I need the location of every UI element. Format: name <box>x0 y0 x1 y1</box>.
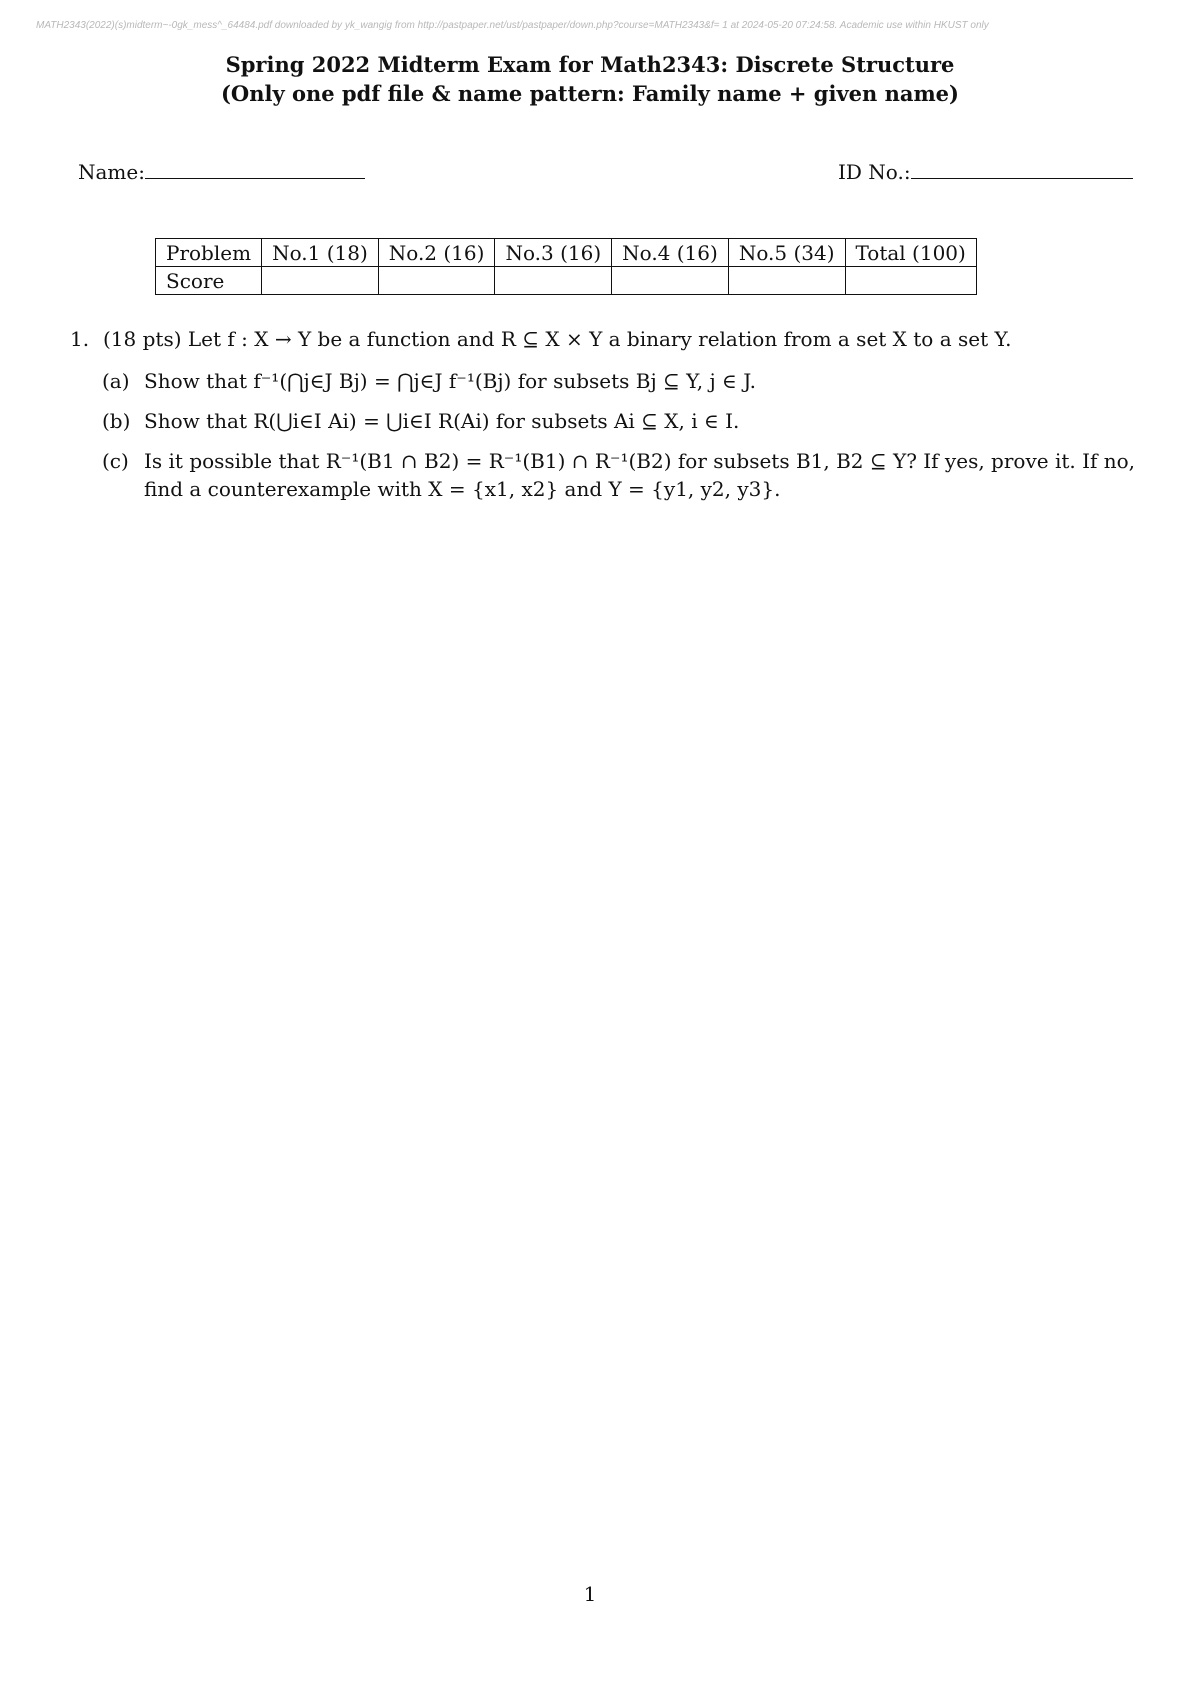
part-text: Is it possible that R⁻¹(B1 ∩ B2) = R⁻¹(B1) ∩ R⁻¹(B2) for subsets B1, B2 ⊆ Y? If yes, prove it. If no, find a counterexample with X = {x1, x2} and Y = {y1, y2, y3}. <box>144 449 1136 501</box>
part-text: Show that f⁻¹(⋂j∈J Bj) = ⋂j∈J f⁻¹(Bj) for subsets Bj ⊆ Y, j ∈ J. <box>144 369 757 393</box>
problem-part-a <box>102 367 1150 395</box>
exam-title-line-2: (Only one pdf file & name pattern: Family name + given name) <box>221 81 959 106</box>
problem-1-statement <box>70 325 1150 353</box>
name-field <box>78 160 365 184</box>
score-table-header-cell: No.1 (18) <box>262 239 379 267</box>
name-blank[interactable] <box>145 160 365 179</box>
score-cell[interactable] <box>495 267 612 295</box>
problem-number: 1. <box>70 327 90 351</box>
problem-1 <box>70 325 1150 515</box>
part-label: (c) <box>102 449 129 473</box>
page-number: 1 <box>583 1582 597 1606</box>
score-cell[interactable] <box>612 267 729 295</box>
name-label: Name: <box>78 160 145 184</box>
id-blank[interactable] <box>911 160 1133 179</box>
score-cell[interactable] <box>378 267 495 295</box>
score-table-header-cell: No.4 (16) <box>612 239 729 267</box>
problem-points: (18 pts) <box>103 327 182 351</box>
score-table-header-cell: Problem <box>156 239 262 267</box>
id-label: ID No.: <box>838 160 911 184</box>
score-cell[interactable] <box>262 267 379 295</box>
score-cell[interactable] <box>728 267 845 295</box>
score-table-header-cell: Total (100) <box>845 239 976 267</box>
score-row-label: Score <box>156 267 262 295</box>
download-watermark: MATH2343(2022)(s)midterm~-0gk_mess^_64484.pdf downloaded by yk_wangig from http://pastpaper.net/ust/pastpaper/down.php?course=MATH2343&f= 1 at 2024-05-20 07:24:58. Academic use within HKUST only <box>36 20 989 31</box>
score-table-header-cell: No.2 (16) <box>378 239 495 267</box>
score-table-header-cell: No.5 (34) <box>728 239 845 267</box>
exam-title-line-1: Spring 2022 Midterm Exam for Math2343: Discrete Structure <box>225 52 955 77</box>
part-text: Show that R(⋃i∈I Ai) = ⋃i∈I R(Ai) for subsets Ai ⊆ X, i ∈ I. <box>144 409 740 433</box>
score-table-header-row <box>156 239 977 267</box>
score-cell[interactable] <box>845 267 976 295</box>
id-field <box>838 160 1133 184</box>
problem-1-parts <box>70 367 1150 503</box>
score-table-score-row <box>156 267 977 295</box>
part-label: (a) <box>102 369 130 393</box>
problem-part-c <box>102 447 1150 503</box>
problem-part-b <box>102 407 1150 435</box>
part-label: (b) <box>102 409 131 433</box>
exam-title <box>0 50 1180 108</box>
score-table <box>155 238 977 295</box>
problem-text: Let f : X → Y be a function and R ⊆ X × Y a binary relation from a set X to a set Y. <box>187 327 1012 351</box>
score-table-header-cell: No.3 (16) <box>495 239 612 267</box>
